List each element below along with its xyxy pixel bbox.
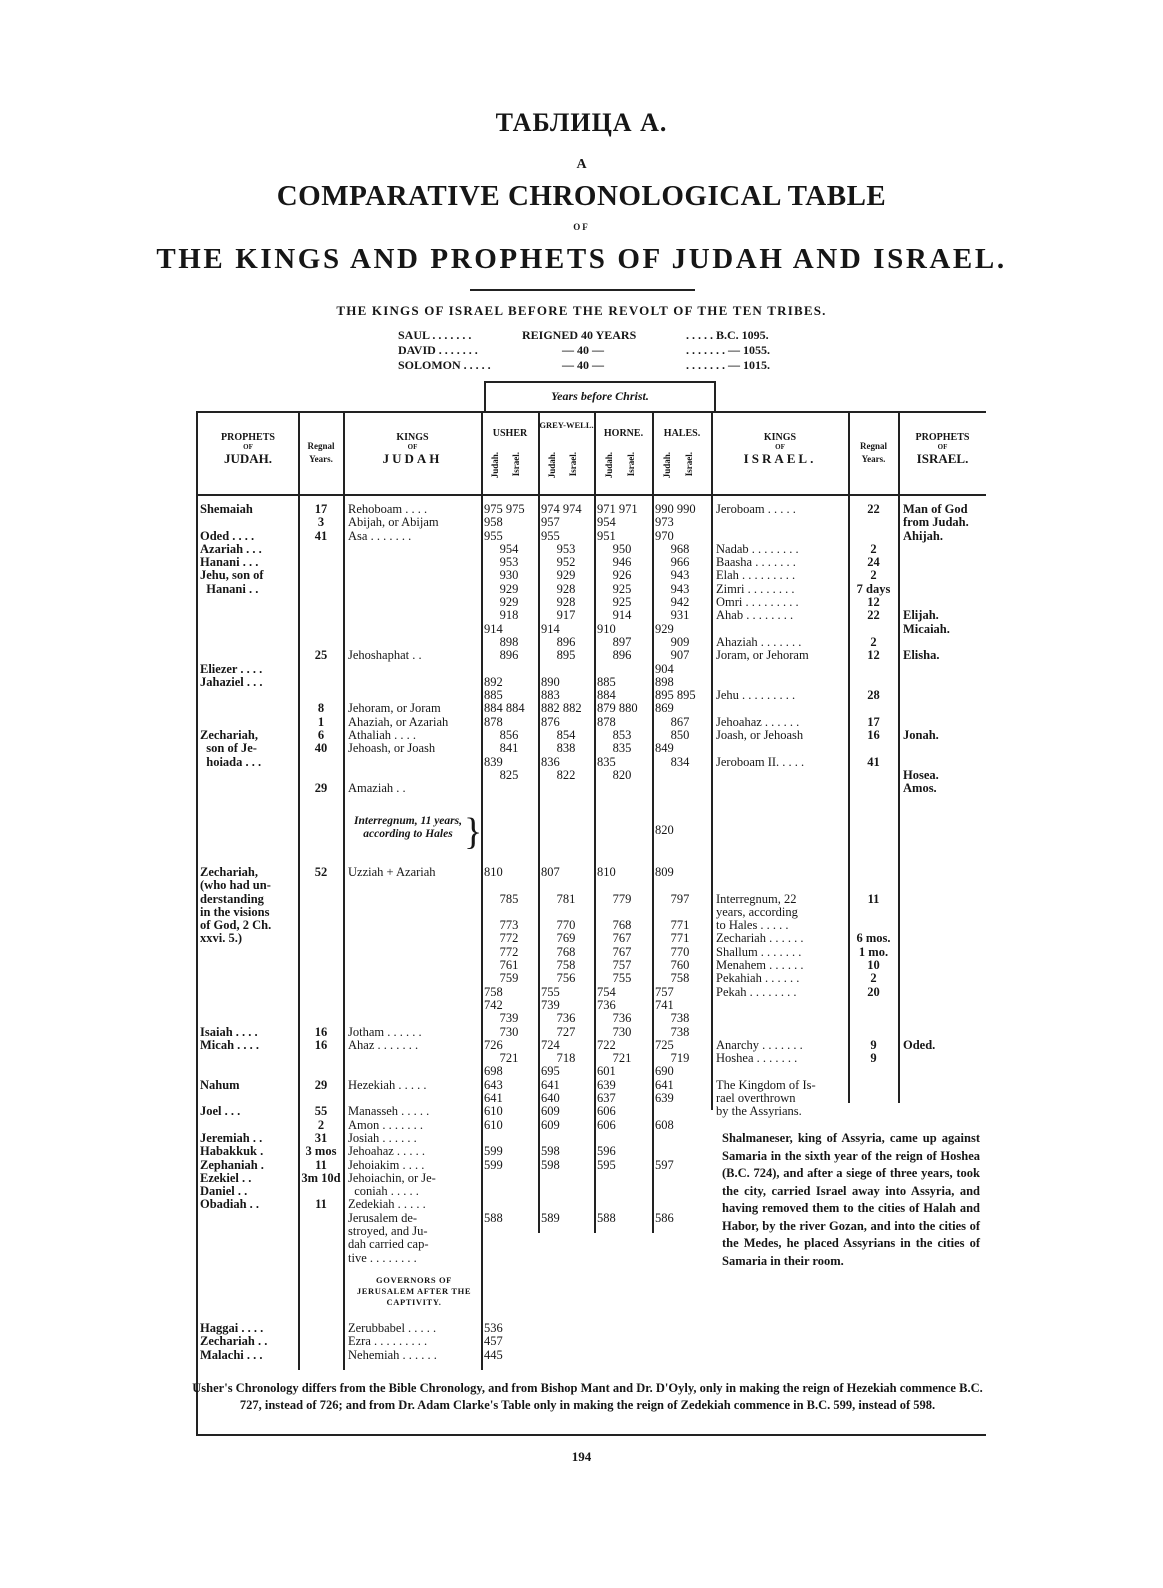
header-kings-judah: KINGS OF JUDAH [382, 432, 443, 466]
col-regnal-israel-upper: 22 2 24 2 7 days 12 22 2 12 28 17 16 41 [856, 502, 891, 769]
cyrillic-title: ТАБЛИЦА А. [495, 108, 668, 137]
years-before-christ-label: Years before Christ. [551, 389, 649, 403]
pre-revolt-date: . . . . . B.C. 1095. [686, 328, 769, 342]
col-kings-judah-lower: Uzziah + Azariah Jotham . . . . . . Ahaz . . . . . . . Hezekiah . . . . . Manasseh . . . . . Amon . . . . . . . Josiah . . . . . . Jehoahaz . . . . . Jehoiakim . . . . Jehoiachin, or Je- coniah . . . . . Zedekiah . . . . . Jerusalem de- stroyed, and Ju- dah carried cap- tive . . . . . . . . [348, 865, 436, 1265]
divider-greyswell-left [538, 413, 540, 1233]
pre-revolt-reigned: — 40 — [562, 358, 604, 372]
pre-revolt-reigned: REIGNED 40 YEARS [522, 328, 637, 342]
col-horne-upper: 971 971 954 951 950 946 926 925 925 914 910 897 896 885 884 879 880 878 853 835 835 820 [597, 502, 638, 782]
col-regnal-judah-lower: 52 16 16 29 55 2 31 3 mos 11 3m 10d 11 [301, 865, 341, 1212]
header-usher: USHER [492, 428, 528, 439]
divider-kings-israel-left [711, 413, 713, 1110]
pre-revolt-row: SOLOMON . . . . . [398, 358, 491, 372]
years-box-right [714, 381, 716, 411]
table-bottom-rule [196, 1434, 986, 1436]
col-post-prophets: Haggai . . . . Zechariah . . Malachi . . . [200, 1321, 268, 1362]
interregnum-brace-icon: } [464, 811, 483, 853]
interregnum-judah: Interregnum, 11 years, according to Hales [354, 815, 462, 840]
pre-revolt-date: . . . . . . . — 1015. [686, 358, 770, 372]
sub-judah-usher: Judah. [490, 452, 500, 479]
main-title: COMPARATIVE CHRONOLOGICAL TABLE [276, 180, 887, 212]
col-kings-judah-upper: Rehoboam . . . . Abijah, or Abijam Asa . . . . . . . Jehoshaphat . . Jehoram, or Joram Ahaziah, or Azariah Athaliah . . . . Jehoash, or Joash Amaziah . . [348, 502, 449, 796]
header-prophets-israel: PROPHETS OF ISRAEL. [915, 432, 970, 466]
col-prophets-judah-lower: Zechariah, (who had un- derstanding in the visions of God, 2 Ch. xxvi. 5.) Isaiah . . . . Micah . . . . Nahum Joel . . . Jeremiah . . Habakkuk . Zephaniah . Ezekiel . . Daniel . . Obadiah . . [200, 865, 272, 1212]
header-horne: HORNE. [603, 428, 644, 439]
governors-title: GOVERNORS OF JERUSALEM AFTER THE CAPTIVITY. [356, 1275, 472, 1307]
col-hales-upper: 990 990 973 970 968 966 943 943 942 931 929 909 907 904 898 895 895 869 867 850 849 834 [655, 502, 696, 769]
col-greyswell-upper: 974 974 957 955 953 952 929 928 928 917 914 896 895 890 883 882 882 876 854 838 836 822 [541, 502, 582, 782]
page-number: 194 [571, 1449, 592, 1464]
col-prophets-israel-lower: Oded. [903, 1037, 936, 1052]
sub-judah-horne: Judah. [604, 452, 614, 479]
sub-israel-horne: Israel. [626, 452, 636, 477]
pre-revolt-row: DAVID . . . . . . . [398, 343, 478, 357]
sub-judah-greyswell: Judah. [547, 452, 557, 479]
divider-usher-left [481, 413, 483, 1370]
pre-revolt-row: SAUL . . . . . . . [398, 328, 472, 342]
sub-judah-hales: Judah. [662, 452, 672, 479]
title-article: A [576, 157, 587, 172]
col-kings-israel-upper: Jeroboam . . . . . Nadab . . . . . . . . Baasha . . . . . . . Elah . . . . . . . . . Zimri . . . . . . . . Omri . . . . . . . . . Ahab . . . . . . . . Ahaziah . . . . . . . Joram, or Jehoram Jehu . . . . . . . . . Jehoahaz . . . . . . Joash, or Jehoash Jeroboam II. . . . . [716, 502, 809, 769]
years-box-top [484, 381, 715, 383]
col-prophets-israel-upper: Man of God from Judah. Ahijah. Elijah. Micaiah. Elisha. Jonah. Hosea. Amos. [903, 502, 969, 796]
col-usher-lower: 810 785 773 772 772 761 759 758 742 739 730 726 721 698 643 641 610 610 599 599 588 [484, 865, 519, 1225]
header-prophets-judah: PROPHETS OF JUDAH. [221, 432, 275, 466]
title-of: OF [573, 222, 590, 232]
col-kings-israel-lower: Interregnum, 22 years, according to Hales . . . . . Zechariah . . . . . . Shallum . . . . . . . Menahem . . . . . . Pekahiah . . . . . . Pekah . . . . . . . . Anarchy . . . . . . . Hoshea . . . . . . . The Kingdom of Is- rael overthrown by the Assyrians. [716, 891, 816, 1119]
col-greyswell-lower: 807 781 770 769 768 758 756 755 739 736 727 724 718 695 641 640 609 609 598 598 589 [541, 865, 576, 1225]
table-top-rule [196, 411, 986, 413]
pre-revolt-reigned: — 40 — [562, 343, 604, 357]
subtitle: THE KINGS AND PROPHETS OF JUDAH AND ISRAEL. [156, 243, 1007, 275]
col-usher-upper: 975 975 958 955 954 953 930 929 929 918 914 898 896 892 885 884 884 878 856 841 839 825 [484, 502, 525, 782]
header-regnal-judah: Regnal Years. [307, 441, 335, 464]
interregnum-hales-year: 820 [655, 823, 674, 837]
divider-horne-left [594, 413, 596, 1233]
header-greyswell: GREY-WELL. [539, 420, 594, 430]
col-regnal-judah-upper: 17 3 41 25 8 1 6 40 29 [314, 502, 328, 796]
pre-revolt-title: THE KINGS OF ISRAEL BEFORE THE REVOLT OF THE TEN TRIBES. [336, 303, 827, 318]
divider-kings-left [343, 413, 345, 1370]
col-regnal-israel-lower: 11 6 mos. 1 mo. 10 2 20 9 9 [856, 891, 891, 1066]
sub-israel-usher: Israel. [511, 452, 521, 477]
col-hales-lower: 809 797 771 771 770 760 758 757 741 738 738 725 719 690 641 639 608 597 586 [655, 865, 690, 1225]
pre-revolt-date: . . . . . . . — 1055. [686, 343, 770, 357]
header-bottom-rule [196, 494, 986, 496]
usher-footnote: Usher's Chronology differs from the Bible Chronology, and from Bishop Mant and Dr. D'Oyly, only in making the reign of Hezekiah commence B.C. 727, instead of 726; and from Dr. Adam Clarke's Table only in making the reign of Zedekiah commence in B.C. 599, instead of 598. [192, 1381, 983, 1412]
header-regnal-israel: Regnal Years. [860, 441, 887, 464]
col-post-usher: 536 457 445 [484, 1321, 503, 1362]
col-governors: Zerubbabel . . . . . Ezra . . . . . . . . . Nehemiah . . . . . . [348, 1321, 437, 1362]
divider-hales-left [652, 413, 654, 1233]
header-kings-israel: KINGS OF ISRAEL. [743, 432, 817, 466]
col-horne-lower: 810 779 768 767 767 757 755 754 736 736 730 722 721 601 639 637 606 606 596 595 588 [597, 865, 632, 1225]
divider-prophets-israel-left [898, 413, 900, 1103]
sub-israel-greyswell: Israel. [568, 452, 578, 477]
sub-israel-hales: Israel. [684, 452, 694, 477]
table-left-border [196, 411, 198, 1435]
title-rule [470, 289, 695, 291]
col-prophets-judah-upper: Shemaiah Oded . . . . Azariah . . . Hanani . . . Jehu, son of Hanani . . Eliezer . . . . Jahaziel . . . Zechariah, son of Je- hoiada . . . [200, 502, 264, 769]
shalmaneser-note: Shalmaneser, king of Assyria, came up against Samaria in the sixth year of the reign of Hoshea (B.C. 724), and after a siege of three years, took the city, carried Israel away into Assyria, and having removed them to the cities of Halah and Habor, by the river Gozan, and into the cities of the Medes, he placed Assyrians in the cities of Samaria in their room. [722, 1131, 980, 1268]
header-hales: HALES. [663, 428, 701, 439]
